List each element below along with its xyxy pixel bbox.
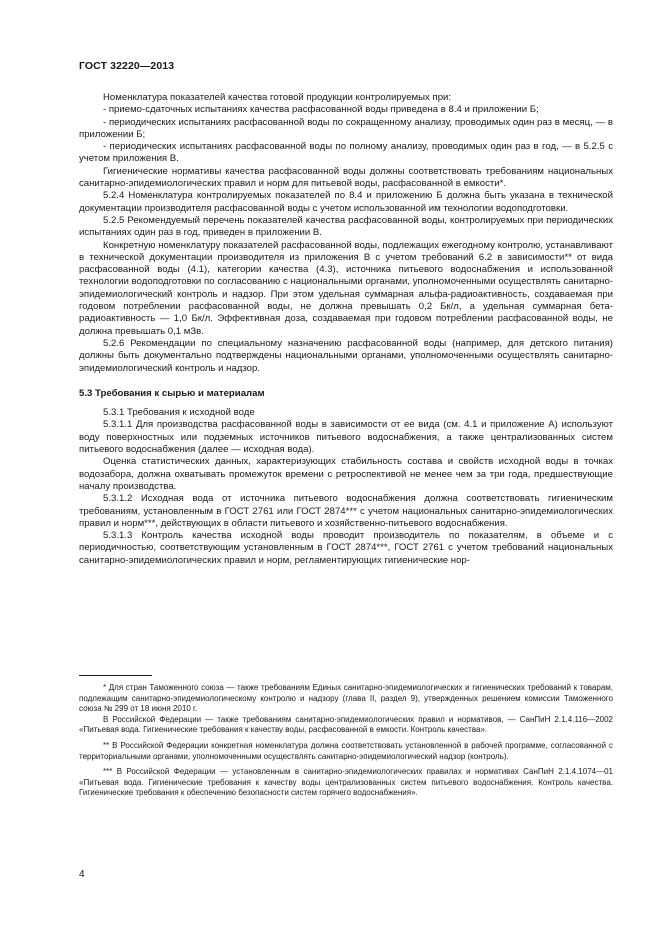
page-number: 4 — [79, 869, 85, 880]
footnotes — [79, 683, 613, 799]
section-heading-5-3: 5.3 Требования к сырью и материалам — [79, 387, 265, 399]
clause-5-3-1-3: 5.3.1.3 Контроль качества исходной воды проводит производитель по показателям, в объеме и с периодичностью, соответствующим установленным в ГОСТ 2874***, ГОСТ 2761 с учетом требований национальных санитарно-эпидемиологических правил и норм, регламентирующих гигиенические нор- — [79, 530, 613, 566]
clause-5-3-1: 5.3.1 Требования к исходной воде — [103, 407, 255, 419]
clause-5-2-6: 5.2.6 Рекомендации по специальному назначению расфасованной воды (например, для детского питания) должны быть документально подтверждены национальными органами, уполномоченными осуществлять санитарно-эпидемиологический контроль и надзор. — [79, 337, 613, 374]
paragraph: Номенклатура показателей качества готовой продукции контролируемых при: — [103, 92, 452, 103]
body-text — [79, 92, 613, 567]
paragraph: Конкретную номенклатуру показателей расфасованной воды, подлежащих ежегодному контролю, устанавливают в технической документации производителя из приложения В с учетом требований 6.2 в зависимости** от вида расфасованной воды (4.1), категории качества (4.3), источника питьевого водоснабжения и использованной технологии водоподготовки по согласованию с национальными органами, уполномоченными осуществлять санитарно-эпидемиологический контроль и надзор. При этом удельная суммарная альфа-радиоактивность, создаваемая при годовом потреблении расфасованной воды, не должна превышать 0,2 Бк/л, а удельная суммарная бета-радиоактивность — 1,0 Бк/л. Эффективная доза, создаваемая при годовом потреблении расфасованной воды, не должна превышать 0,1 мЗв. — [79, 239, 613, 337]
clause-5-3-1-1: 5.3.1.1 Для производства расфасованной воды в зависимости от ее вида (см. 4.1 и приложение А) используют воду поверхностных или подземных источников питьевого водоснабжения, а также централизованных систем питьевого водоснабжения (далее — исходная вода). — [79, 419, 613, 456]
list-item: - периодических испытаниях расфасованной воды по сокращенному анализу, проводимых один раз в месяц, — в приложении Б; — [79, 116, 613, 140]
list-item: - приемо-сдаточных испытаниях качества расфасованной воды приведена в 8.4 и приложении Б; — [103, 104, 539, 116]
footnote: * Для стран Таможенного союза — также требованиям Единых санитарно-эпидемиологических и гигиенических требований к товарам, подлежащим санитарно-эпидемиологическому контролю и надзору (глава II, раздел 9), утвержденных решением комиссии Таможенного союза № 299 от 18 июня 2010 г. — [79, 683, 613, 714]
footnote: ** В Российской Федерации конкретная номенклатура должна соответствовать установленной в рабочей программе, согласованной с территориальными органами, уполномоченными осуществлять санитарно-эпидемиологический надзор (контроль). — [79, 740, 613, 761]
clause-5-3-1-2: 5.3.1.2 Исходная вода от источника питьевого водоснабжения должна соответствовать гигиеническим требованиям, установленным в ГОСТ 2761 или ГОСТ 2874*** с учетом национальных санитарно-эпидемиологических правил и норм***, действующих в области питьевого и хозяйственно-питьевого водоснабжения. — [79, 493, 613, 529]
footnote: В Российской Федерации — также требованиям санитарно-эпидемиологических правил и нормативов, — СанПиН 2.1.4.116—2002 «Питьевая вода. Гигиенические требования к качеству воды, расфасованной в емкости. Контроль качества». — [79, 714, 613, 735]
footnote: *** В Российской Федерации — установленным в санитарно-эпидемиологических правилах и нормативах СанПиН 2.1.4.1074—01 «Питьевая вода. Гигиенические требования к качеству воды централизованных систем питьевого водоснабжения. Контроль качества. Гигиенические требования к обеспечению безопасности систем горячего водоснабжения». — [79, 767, 613, 798]
clause-5-2-5: 5.2.5 Рекомендуемый перечень показателей качества расфасованной воды, контролируемых при периодических испытаниях один раз в год, приведен в приложении В. — [79, 214, 613, 239]
list-item: - периодических испытаниях расфасованной воды по полному анализу, проводимых один раз в год, — в 5.2.5 с учетом приложения В. — [79, 141, 613, 165]
clause-5-2-4: 5.2.4 Номенклатура контролируемых показателей по 8.4 и приложению Б должна быть указана в технической документации производителя расфасованной воды с учетом использованной им технологии водоподготовки. — [79, 190, 613, 214]
footnote-divider — [79, 675, 152, 676]
paragraph: Оценка статистических данных, характеризующих стабильность состава и свойств исходной воды в точках водозабора, должна охватывать промежуток времени с ретроспективой не менее чем за три года, предшествующие началу производства. — [79, 456, 613, 492]
paragraph: Гигиенические нормативы качества расфасованной воды должны соответствовать требованиям национальных санитарно-эпидемиологических правил и норм для питьевой воды, расфасованной в емкости*. — [79, 165, 613, 190]
running-header: ГОСТ 32220—2013 — [79, 60, 175, 72]
